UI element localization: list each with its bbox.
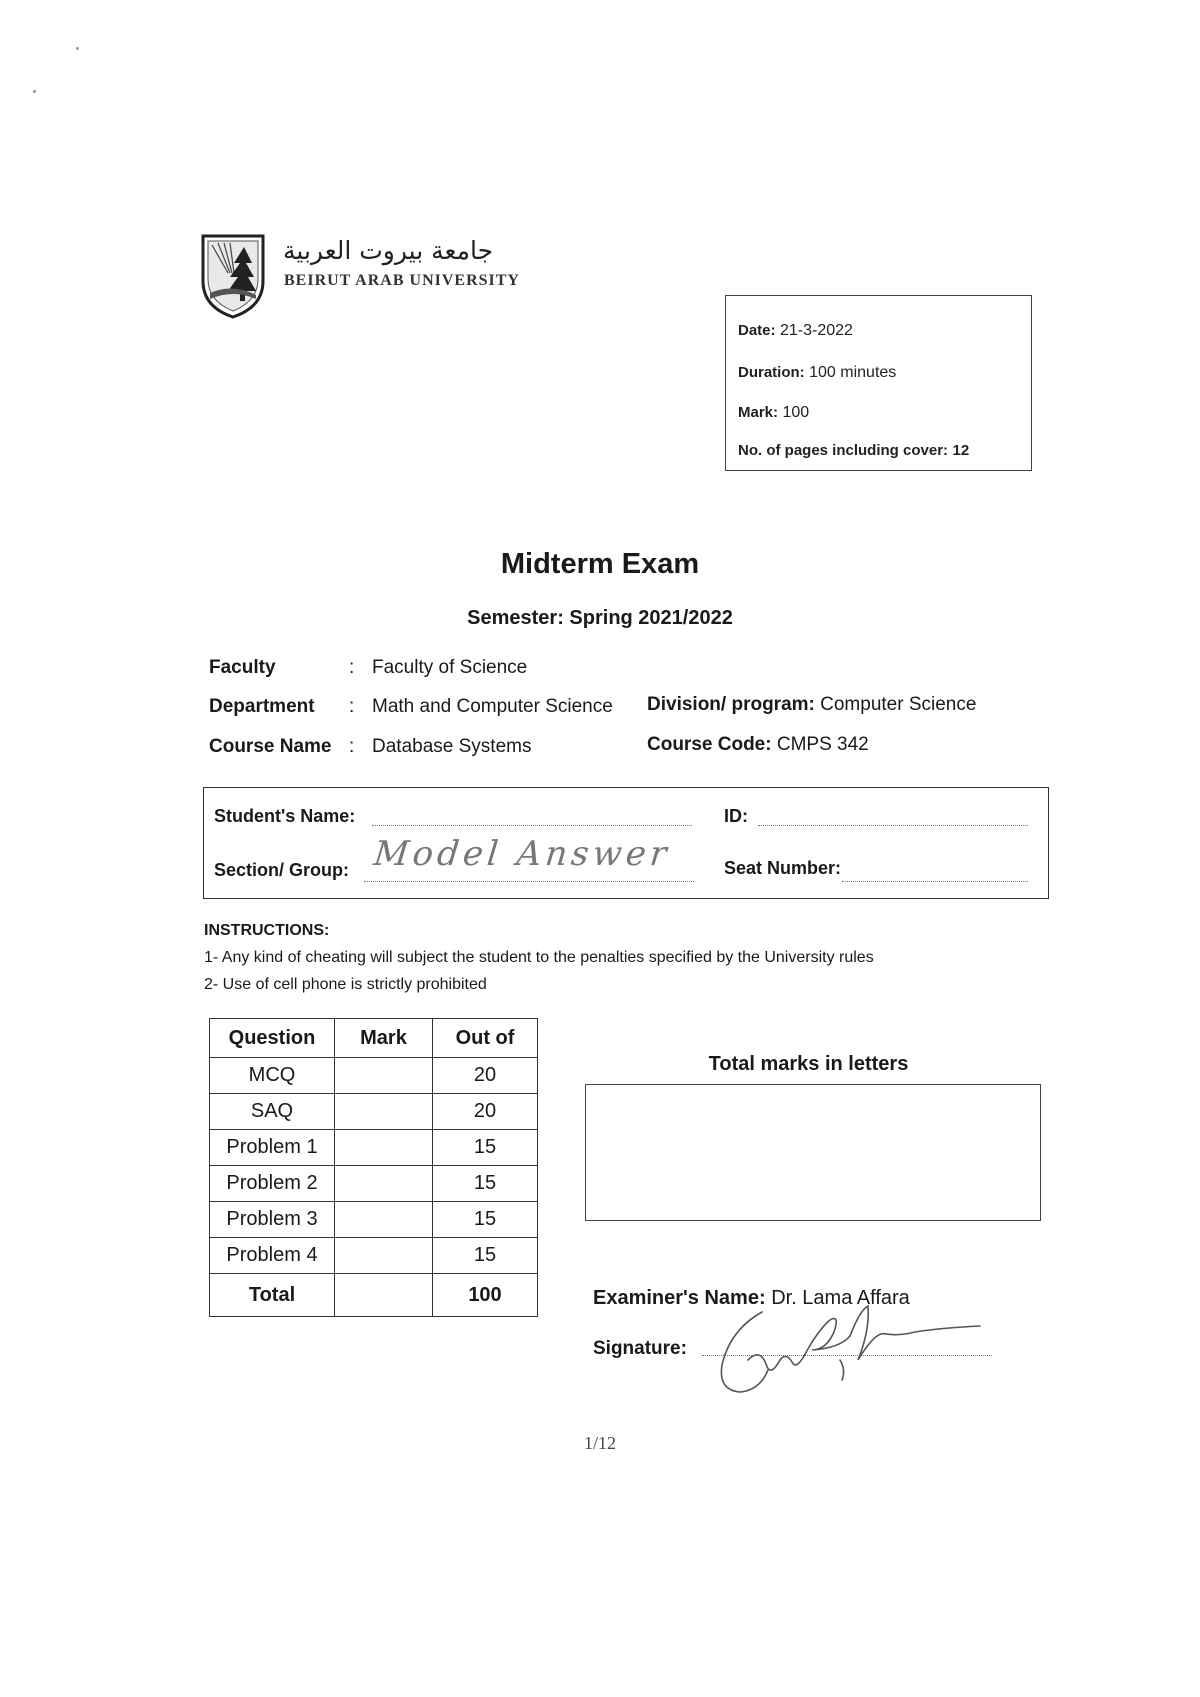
seat-number-field[interactable] — [842, 881, 1028, 882]
date-line — [738, 322, 853, 340]
scan-speck — [76, 47, 79, 50]
division-value: Computer Science — [820, 694, 977, 715]
faculty-value: Faculty of Science — [372, 657, 528, 678]
date-label: Date: — [738, 322, 776, 339]
examiner-name: Dr. Lama Affara — [771, 1287, 910, 1309]
pages-line — [738, 442, 969, 460]
id-field[interactable] — [758, 825, 1028, 826]
division-label: Division/ program: — [647, 694, 815, 715]
out-of-cell: 15 — [433, 1238, 538, 1274]
table-row — [210, 1094, 538, 1130]
total-mark-cell[interactable] — [335, 1274, 433, 1317]
marks-table — [209, 1018, 538, 1317]
university-name-arabic: جامعة بيروت العربية — [283, 236, 494, 265]
date-value: 21-3-2022 — [779, 322, 853, 339]
course-name-label: Course Name — [209, 736, 332, 757]
department-label: Department — [209, 696, 315, 717]
question-cell: SAQ — [210, 1094, 335, 1130]
table-row — [210, 1058, 538, 1094]
university-logo-icon — [200, 233, 266, 319]
table-row — [210, 1166, 538, 1202]
division-line — [647, 694, 976, 716]
column-header-question: Question — [210, 1019, 335, 1058]
duration-line — [738, 364, 896, 382]
out-of-cell: 15 — [433, 1130, 538, 1166]
course-code-label: Course Code: — [647, 734, 772, 755]
mark-line — [738, 404, 809, 422]
question-cell: Problem 1 — [210, 1130, 335, 1166]
out-of-cell: 20 — [433, 1094, 538, 1130]
total-marks-letters-field[interactable] — [585, 1084, 1041, 1221]
question-cell: Problem 4 — [210, 1238, 335, 1274]
mark-label: Mark: — [738, 404, 779, 421]
examiner-label: Examiner's Name: — [593, 1287, 766, 1309]
out-of-cell: 15 — [433, 1202, 538, 1238]
duration-value: 100 minutes — [809, 364, 897, 381]
faculty-label: Faculty — [209, 657, 276, 678]
course-code-line — [647, 734, 869, 756]
table-row — [210, 1238, 538, 1274]
pages-label: No. of pages including cover: — [738, 442, 949, 459]
duration-label: Duration: — [738, 364, 805, 381]
mark-cell[interactable] — [335, 1058, 433, 1094]
mark-cell[interactable] — [335, 1166, 433, 1202]
table-row — [210, 1202, 538, 1238]
mark-value: 100 — [782, 404, 810, 421]
total-label-cell: Total — [210, 1274, 335, 1317]
total-out-of-cell: 100 — [433, 1274, 538, 1317]
instructions-heading: INSTRUCTIONS: — [204, 922, 330, 939]
course-name-value: Database Systems — [372, 736, 532, 757]
instruction-item: 1- Any kind of cheating will subject the student to the penalties specified by the University rules — [204, 949, 874, 966]
section-group-label: Section/ Group: — [214, 860, 349, 880]
question-cell: Problem 2 — [210, 1166, 335, 1202]
department-colon: : — [349, 696, 355, 717]
scan-speck — [33, 90, 36, 93]
page-title: Midterm Exam — [500, 548, 700, 580]
column-header-mark: Mark — [335, 1019, 433, 1058]
total-marks-letters-label: Total marks in letters — [708, 1053, 909, 1075]
university-name-english: BEIRUT ARAB UNIVERSITY — [284, 272, 520, 289]
question-cell: Problem 3 — [210, 1202, 335, 1238]
student-info-box — [203, 787, 1049, 899]
exam-info-box — [725, 295, 1032, 471]
section-group-field[interactable] — [364, 881, 694, 882]
mark-cell[interactable] — [335, 1130, 433, 1166]
mark-cell[interactable] — [335, 1094, 433, 1130]
out-of-cell: 15 — [433, 1166, 538, 1202]
question-cell: MCQ — [210, 1058, 335, 1094]
semester: Semester: Spring 2021/2022 — [467, 607, 733, 629]
handwritten-signature-icon — [700, 1290, 990, 1405]
signature-label: Signature: — [593, 1338, 687, 1359]
mark-cell[interactable] — [335, 1202, 433, 1238]
page-number: 1/12 — [583, 1433, 616, 1453]
course-name-colon: : — [349, 736, 355, 757]
seat-number-label: Seat Number: — [724, 858, 842, 878]
instruction-item: 2- Use of cell phone is strictly prohibited — [204, 976, 487, 993]
id-label: ID: — [724, 806, 748, 826]
pages-value: 12 — [952, 442, 970, 459]
student-name-field[interactable] — [372, 825, 692, 826]
table-row — [210, 1130, 538, 1166]
total-row — [210, 1274, 538, 1317]
department-value: Math and Computer Science — [372, 696, 613, 717]
student-name-label: Student's Name: — [214, 806, 356, 826]
column-header-out-of: Out of — [433, 1019, 538, 1058]
mark-cell[interactable] — [335, 1238, 433, 1274]
section-group-handwritten-value: Model Answer — [371, 834, 673, 874]
faculty-colon: : — [349, 657, 355, 678]
table-header-row — [210, 1019, 538, 1058]
course-code-value: CMPS 342 — [776, 734, 869, 755]
out-of-cell: 20 — [433, 1058, 538, 1094]
